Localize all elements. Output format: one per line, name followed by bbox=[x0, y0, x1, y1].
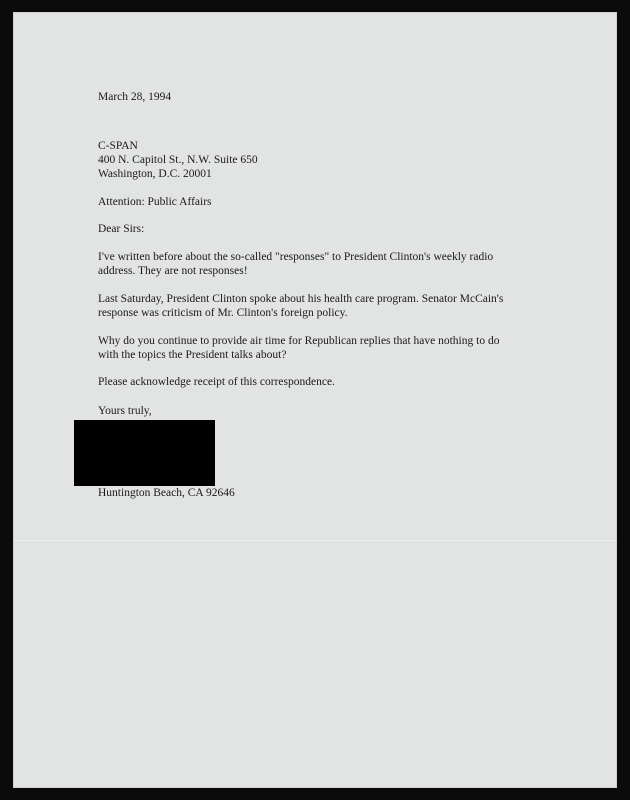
paragraph-2-line-2: response was criticism of Mr. Clinton's foreign policy. bbox=[98, 307, 348, 319]
paragraph-1-line-1: I've written before about the so-called "responses" to President Clinton's weekly radio bbox=[98, 251, 494, 263]
paragraph-2 bbox=[98, 292, 518, 320]
paragraph-4-line-1: Please acknowledge receipt of this correspondence. bbox=[98, 376, 335, 388]
paragraph-1 bbox=[98, 250, 518, 278]
recipient-city: Washington, D.C. 20001 bbox=[98, 168, 212, 180]
closing: Yours truly, bbox=[98, 405, 152, 417]
recipient-street: 400 N. Capitol St., N.W. Suite 650 bbox=[98, 154, 258, 166]
letter-date: March 28, 1994 bbox=[98, 91, 172, 103]
paragraph-3 bbox=[98, 334, 518, 362]
paragraph-3-line-2: with the topics the President talks about? bbox=[98, 349, 287, 361]
redaction-block bbox=[74, 420, 215, 486]
attention-line: Attention: Public Affairs bbox=[98, 196, 212, 208]
recipient-name: C-SPAN bbox=[98, 140, 138, 152]
paragraph-4 bbox=[98, 375, 518, 389]
letter-page bbox=[13, 12, 617, 788]
paragraph-1-line-2: address. They are not responses! bbox=[98, 265, 248, 277]
paragraph-2-line-1: Last Saturday, President Clinton spoke about his health care program. Senator McCain's bbox=[98, 293, 504, 305]
paper-fold-line bbox=[13, 540, 617, 541]
paragraph-3-line-1: Why do you continue to provide air time for Republican replies that have nothing to do bbox=[98, 335, 500, 347]
sender-location: Huntington Beach, CA 92646 bbox=[98, 487, 235, 499]
salutation: Dear Sirs: bbox=[98, 223, 145, 235]
